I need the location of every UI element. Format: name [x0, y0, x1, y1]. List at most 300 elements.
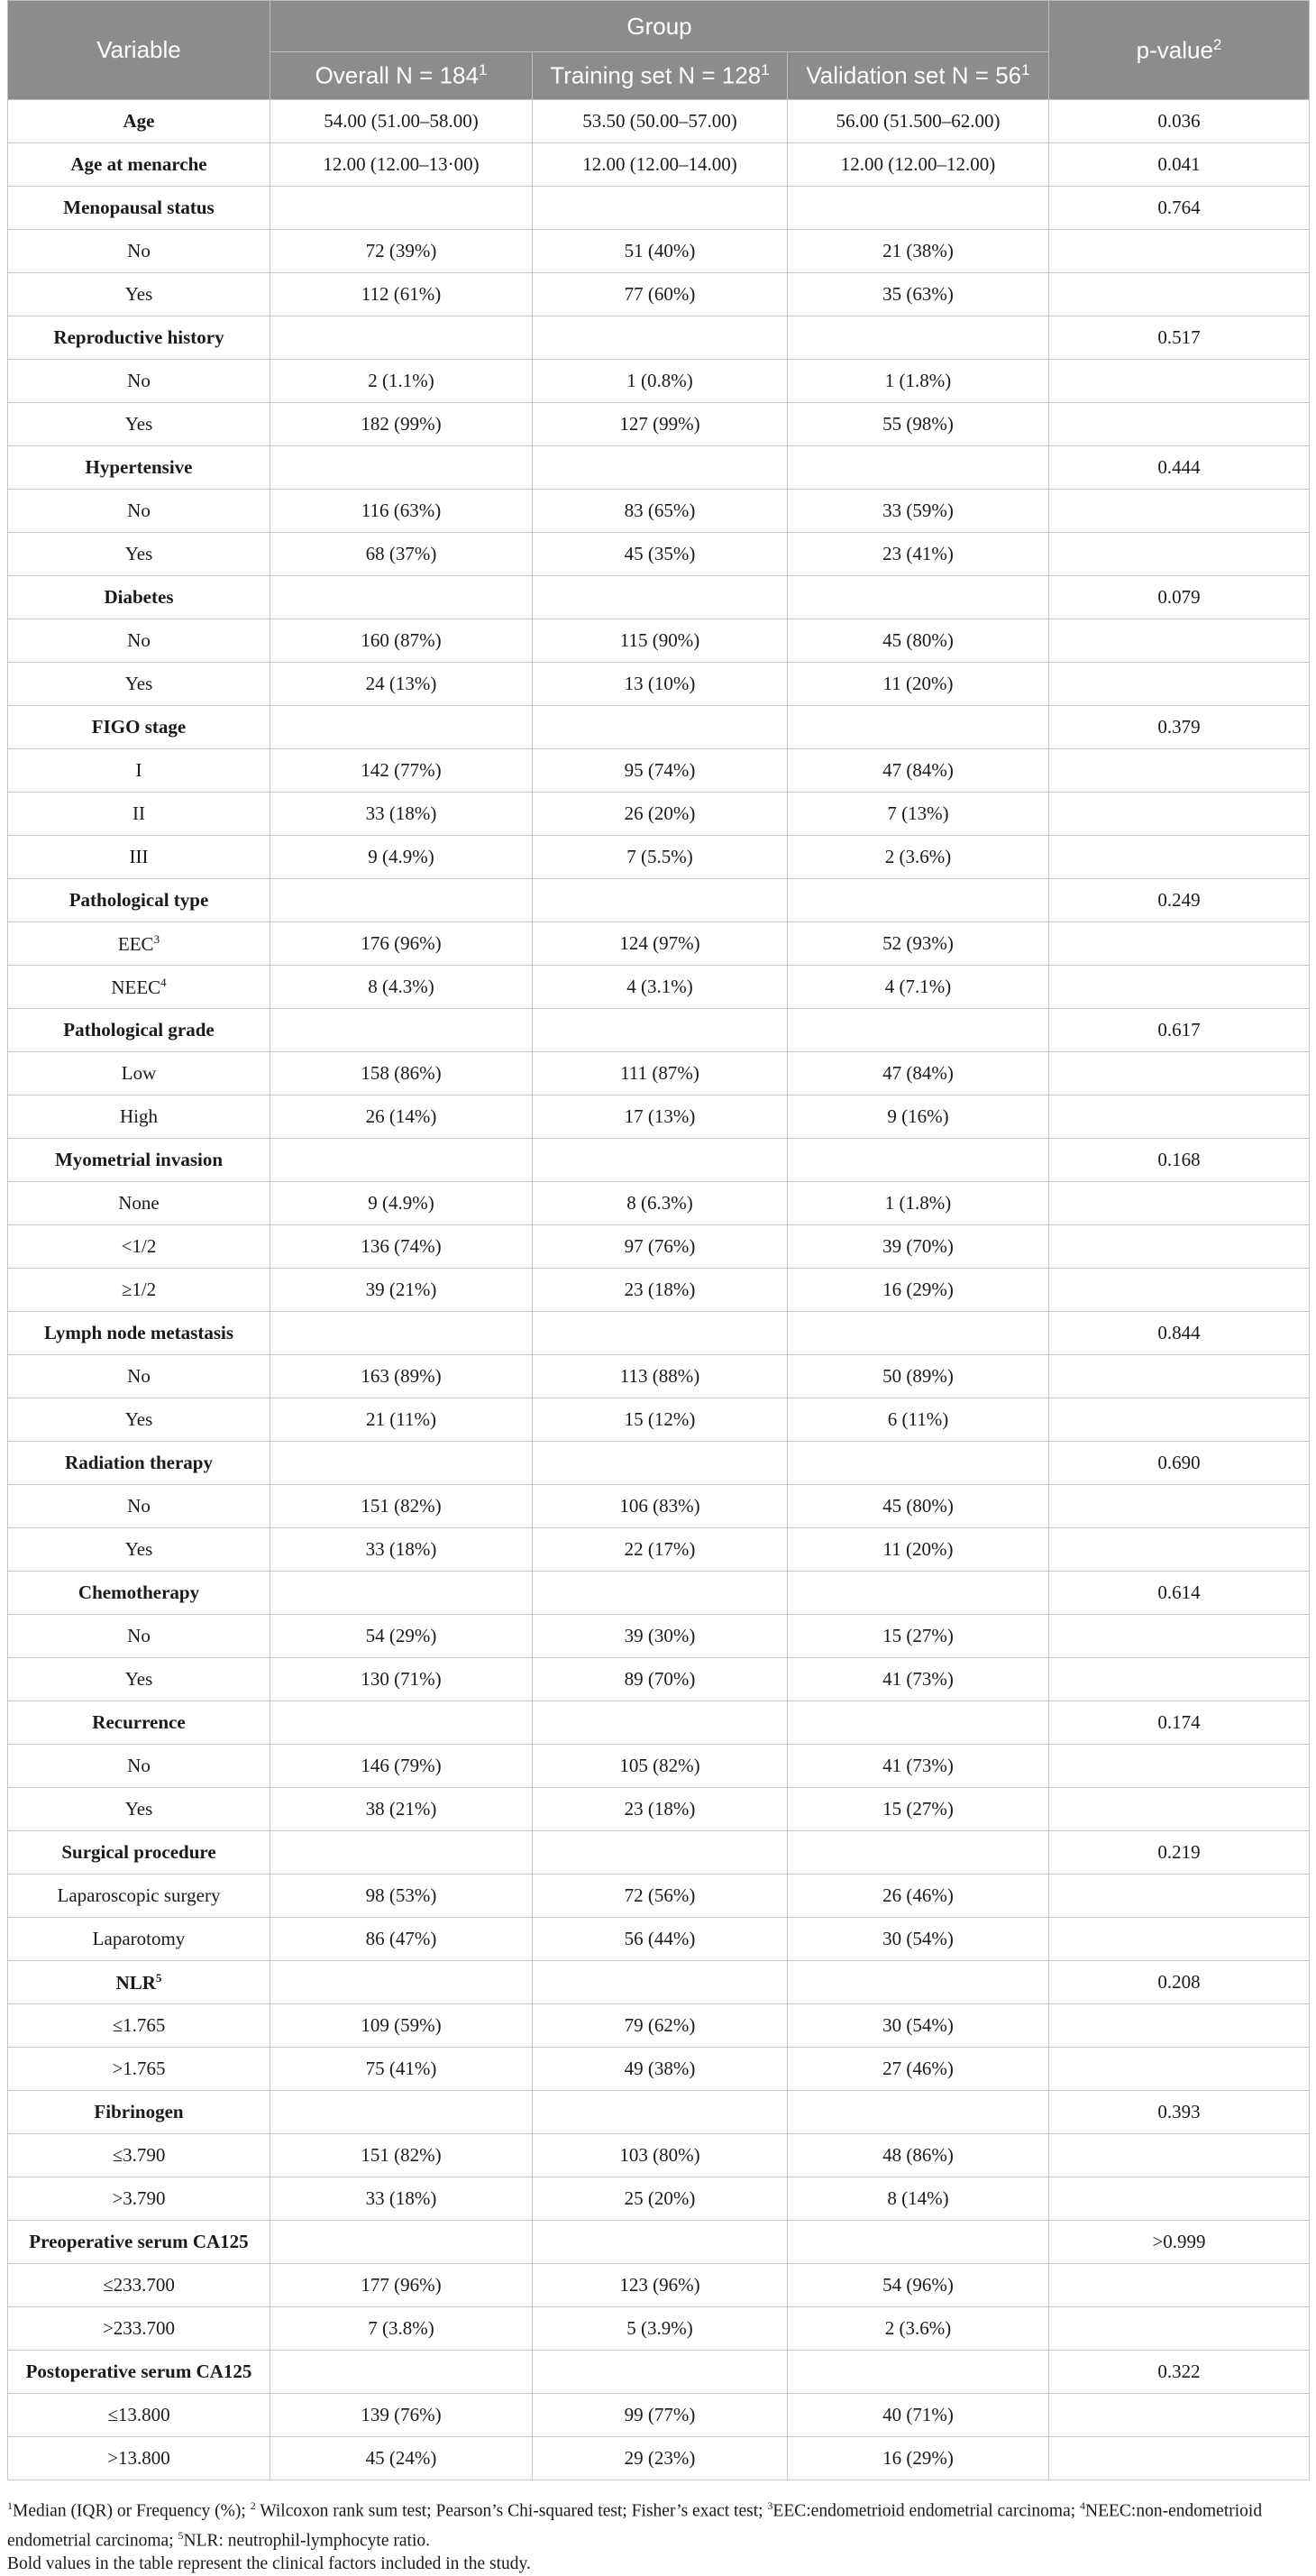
cell-pvalue: [1049, 1528, 1310, 1572]
cell-overall: 26 (14%): [270, 1095, 533, 1139]
cell-variable: Chemotherapy: [8, 1572, 270, 1615]
cell-variable: >13.800: [8, 2437, 270, 2480]
cell-validation: [788, 1442, 1049, 1485]
cell-training: 39 (30%): [533, 1615, 788, 1658]
cell-variable: Yes: [8, 663, 270, 706]
cell-variable: FIGO stage: [8, 706, 270, 749]
table-row-variable: [8, 2221, 1310, 2264]
cell-pvalue: [1049, 2004, 1310, 2048]
table-row-variable: [8, 1831, 1310, 1875]
table-row-variable: [8, 2351, 1310, 2394]
cell-pvalue: 0.168: [1049, 1139, 1310, 1182]
cell-overall: [270, 1572, 533, 1615]
cell-training: [533, 187, 788, 230]
cell-validation: 30 (54%): [788, 2004, 1049, 2048]
cell-training: [533, 1442, 788, 1485]
footnote-marker: 3: [767, 2499, 773, 2512]
table-row-level: [8, 966, 1310, 1009]
cell-training: [533, 2091, 788, 2134]
cell-overall: [270, 1312, 533, 1355]
cell-pvalue: [1049, 749, 1310, 793]
cell-variable: >1.765: [8, 2048, 270, 2091]
cell-validation: 12.00 (12.00–12.00): [788, 143, 1049, 187]
table-row-variable: [8, 143, 1310, 187]
table-row-variable: [8, 879, 1310, 922]
cell-pvalue: [1049, 1745, 1310, 1788]
cell-overall: [270, 1701, 533, 1745]
cell-pvalue: [1049, 230, 1310, 273]
table-row-level: [8, 273, 1310, 316]
cell-variable: NLR$^5$: [8, 1961, 270, 2004]
cell-pvalue: [1049, 273, 1310, 316]
cell-variable: Pathological grade: [8, 1009, 270, 1052]
cell-overall: 68 (37%): [270, 533, 533, 576]
cell-pvalue: >0.999: [1049, 2221, 1310, 2264]
cell-validation: [788, 2091, 1049, 2134]
cell-overall: [270, 1831, 533, 1875]
cell-pvalue: 0.219: [1049, 1831, 1310, 1875]
cell-training: 95 (74%): [533, 749, 788, 793]
table-row-level: [8, 230, 1310, 273]
cell-pvalue: [1049, 1225, 1310, 1269]
cell-pvalue: 0.249: [1049, 879, 1310, 922]
cell-training: 5 (3.9%): [533, 2307, 788, 2351]
cell-training: 103 (80%): [533, 2134, 788, 2177]
cell-overall: [270, 576, 533, 619]
cell-overall: 2 (1.1%): [270, 360, 533, 403]
footnote-text: EEC:endometrioid endometrial carcinoma;: [772, 2501, 1081, 2521]
cell-training: [533, 576, 788, 619]
cell-training: 8 (6.3%): [533, 1182, 788, 1225]
table-row-level: [8, 1615, 1310, 1658]
header-training: Training set $N = 128^1$: [533, 52, 788, 100]
cell-overall: 86 (47%): [270, 1918, 533, 1961]
cell-overall: 177 (96%): [270, 2264, 533, 2307]
table-row-variable: [8, 1572, 1310, 1615]
cell-validation: 50 (89%): [788, 1355, 1049, 1398]
cell-training: 17 (13%): [533, 1095, 788, 1139]
table-row-variable: [8, 1961, 1310, 2004]
cell-variable: Yes: [8, 1398, 270, 1442]
cell-overall: 151 (82%): [270, 1485, 533, 1528]
cell-variable: III: [8, 836, 270, 879]
cell-pvalue: [1049, 1485, 1310, 1528]
table-row-variable: [8, 446, 1310, 490]
cell-pvalue: [1049, 2177, 1310, 2221]
cell-overall: [270, 706, 533, 749]
cell-pvalue: 0.517: [1049, 316, 1310, 360]
table-row-level: [8, 793, 1310, 836]
cell-training: [533, 1312, 788, 1355]
cell-variable: ≤13.800: [8, 2394, 270, 2437]
cell-overall: 8 (4.3%): [270, 966, 533, 1009]
cell-pvalue: [1049, 2134, 1310, 2177]
cell-validation: 2 (3.6%): [788, 836, 1049, 879]
cell-training: 1 (0.8%): [533, 360, 788, 403]
cell-training: 22 (17%): [533, 1528, 788, 1572]
table-row-variable: [8, 316, 1310, 360]
cell-validation: 15 (27%): [788, 1615, 1049, 1658]
table-row-variable: [8, 576, 1310, 619]
cell-overall: [270, 879, 533, 922]
cell-training: [533, 1701, 788, 1745]
cell-variable: II: [8, 793, 270, 836]
cell-overall: [270, 2351, 533, 2394]
table-row-variable: [8, 2091, 1310, 2134]
cell-pvalue: [1049, 1398, 1310, 1442]
footnote-marker: 2: [250, 2499, 256, 2512]
cell-training: 29 (23%): [533, 2437, 788, 2480]
table-row-level: [8, 2177, 1310, 2221]
cell-variable: Surgical procedure: [8, 1831, 270, 1875]
cell-variable: NEEC$^4$: [8, 966, 270, 1009]
header-pvalue: p-value$^2$: [1049, 1, 1310, 100]
header-variable: Variable: [8, 1, 270, 100]
cell-variable: No: [8, 1355, 270, 1398]
table-row-level: [8, 2134, 1310, 2177]
cell-pvalue: [1049, 1918, 1310, 1961]
cell-variable: Postoperative serum CA125: [8, 2351, 270, 2394]
cell-pvalue: 0.617: [1049, 1009, 1310, 1052]
cell-overall: 109 (59%): [270, 2004, 533, 2048]
cell-pvalue: 0.322: [1049, 2351, 1310, 2394]
cell-variable: ≤233.700: [8, 2264, 270, 2307]
cell-overall: 139 (76%): [270, 2394, 533, 2437]
table-row-level: [8, 1745, 1310, 1788]
cell-overall: 146 (79%): [270, 1745, 533, 1788]
cell-variable: EEC$^3$: [8, 922, 270, 966]
cell-variable: <1/2: [8, 1225, 270, 1269]
cell-training: 127 (99%): [533, 403, 788, 446]
cell-variable: No: [8, 230, 270, 273]
cell-training: 25 (20%): [533, 2177, 788, 2221]
cell-pvalue: [1049, 2264, 1310, 2307]
cell-variable: No: [8, 1485, 270, 1528]
cell-training: 45 (35%): [533, 533, 788, 576]
cell-validation: [788, 576, 1049, 619]
cell-pvalue: 0.614: [1049, 1572, 1310, 1615]
cell-validation: 47 (84%): [788, 749, 1049, 793]
baseline-characteristics-table: [7, 0, 1310, 2480]
cell-training: 53.50 (50.00–57.00): [533, 100, 788, 143]
cell-variable: ≤3.790: [8, 2134, 270, 2177]
cell-training: [533, 1009, 788, 1052]
cell-validation: [788, 446, 1049, 490]
cell-validation: [788, 2351, 1049, 2394]
table-row-variable: [8, 1312, 1310, 1355]
table-row-level: [8, 836, 1310, 879]
table-row-level: [8, 2437, 1310, 2480]
cell-pvalue: 0.764: [1049, 187, 1310, 230]
cell-variable: None: [8, 1182, 270, 1225]
table-row-level: [8, 2307, 1310, 2351]
cell-pvalue: 0.208: [1049, 1961, 1310, 2004]
cell-variable: I: [8, 749, 270, 793]
cell-overall: 38 (21%): [270, 1788, 533, 1831]
cell-pvalue: 0.690: [1049, 1442, 1310, 1485]
cell-pvalue: [1049, 1095, 1310, 1139]
cell-pvalue: 0.036: [1049, 100, 1310, 143]
cell-pvalue: 0.079: [1049, 576, 1310, 619]
cell-training: 105 (82%): [533, 1745, 788, 1788]
cell-training: 15 (12%): [533, 1398, 788, 1442]
cell-overall: 33 (18%): [270, 1528, 533, 1572]
cell-validation: [788, 1701, 1049, 1745]
cell-training: 26 (20%): [533, 793, 788, 836]
cell-pvalue: [1049, 2307, 1310, 2351]
footnote-marker: 1: [7, 2499, 13, 2512]
table-row-level: [8, 1788, 1310, 1831]
cell-training: 97 (76%): [533, 1225, 788, 1269]
table-row-level: [8, 1225, 1310, 1269]
footnote-line-2: Bold values in the table represent the clinical factors included in the study.: [7, 2554, 531, 2573]
footnote-marker: 4: [1080, 2499, 1086, 2512]
table-row-level: [8, 533, 1310, 576]
cell-pvalue: 0.393: [1049, 2091, 1310, 2134]
cell-overall: 176 (96%): [270, 922, 533, 966]
table-row-variable: [8, 1009, 1310, 1052]
cell-training: 13 (10%): [533, 663, 788, 706]
table-body: [8, 100, 1310, 2480]
cell-training: 72 (56%): [533, 1875, 788, 1918]
cell-variable: Yes: [8, 273, 270, 316]
cell-overall: 160 (87%): [270, 619, 533, 663]
cell-pvalue: [1049, 836, 1310, 879]
cell-overall: 54 (29%): [270, 1615, 533, 1658]
cell-pvalue: [1049, 663, 1310, 706]
cell-validation: 7 (13%): [788, 793, 1049, 836]
cell-overall: 33 (18%): [270, 793, 533, 836]
cell-variable: Preoperative serum CA125: [8, 2221, 270, 2264]
cell-training: [533, 316, 788, 360]
cell-training: 49 (38%): [533, 2048, 788, 2091]
cell-overall: [270, 187, 533, 230]
footnote-line-1: [7, 2494, 1309, 2553]
cell-validation: 30 (54%): [788, 1918, 1049, 1961]
cell-validation: 39 (70%): [788, 1225, 1049, 1269]
cell-training: 51 (40%): [533, 230, 788, 273]
cell-pvalue: [1049, 533, 1310, 576]
cell-overall: 136 (74%): [270, 1225, 533, 1269]
cell-variable: Low: [8, 1052, 270, 1095]
table-row-variable: [8, 187, 1310, 230]
cell-variable: >3.790: [8, 2177, 270, 2221]
cell-variable: Age at menarche: [8, 143, 270, 187]
table-row-level: [8, 1485, 1310, 1528]
table-row-level: [8, 1918, 1310, 1961]
cell-pvalue: 0.041: [1049, 143, 1310, 187]
cell-pvalue: [1049, 2394, 1310, 2437]
cell-training: [533, 2351, 788, 2394]
table-row-level: [8, 403, 1310, 446]
cell-validation: 6 (11%): [788, 1398, 1049, 1442]
cell-validation: [788, 879, 1049, 922]
cell-pvalue: [1049, 1052, 1310, 1095]
cell-pvalue: [1049, 922, 1310, 966]
cell-pvalue: [1049, 1182, 1310, 1225]
cell-validation: 40 (71%): [788, 2394, 1049, 2437]
cell-validation: 33 (59%): [788, 490, 1049, 533]
cell-validation: 16 (29%): [788, 2437, 1049, 2480]
cell-validation: 55 (98%): [788, 403, 1049, 446]
cell-validation: 1 (1.8%): [788, 360, 1049, 403]
cell-training: [533, 2221, 788, 2264]
table-row-level: [8, 1182, 1310, 1225]
table-row-level: [8, 2394, 1310, 2437]
table-row-variable: [8, 1701, 1310, 1745]
cell-validation: 27 (46%): [788, 2048, 1049, 2091]
cell-training: [533, 446, 788, 490]
cell-variable: Reproductive history: [8, 316, 270, 360]
cell-validation: 48 (86%): [788, 2134, 1049, 2177]
table-row-level: [8, 490, 1310, 533]
cell-training: [533, 1572, 788, 1615]
cell-pvalue: 0.174: [1049, 1701, 1310, 1745]
cell-overall: 112 (61%): [270, 273, 533, 316]
table-row-variable: [8, 100, 1310, 143]
cell-variable: Radiation therapy: [8, 1442, 270, 1485]
cell-validation: 35 (63%): [788, 273, 1049, 316]
cell-variable: Diabetes: [8, 576, 270, 619]
table-row-level: [8, 1658, 1310, 1701]
cell-variable: No: [8, 360, 270, 403]
table-row-level: [8, 619, 1310, 663]
cell-training: 79 (62%): [533, 2004, 788, 2048]
cell-overall: 54.00 (51.00–58.00): [270, 100, 533, 143]
cell-validation: 56.00 (51.500–62.00): [788, 100, 1049, 143]
cell-validation: 16 (29%): [788, 1269, 1049, 1312]
footnote-marker: 5: [178, 2528, 184, 2542]
cell-pvalue: 0.379: [1049, 706, 1310, 749]
table-header: [8, 1, 1310, 100]
cell-overall: 182 (99%): [270, 403, 533, 446]
table-row-level: [8, 1095, 1310, 1139]
cell-overall: 116 (63%): [270, 490, 533, 533]
cell-training: 123 (96%): [533, 2264, 788, 2307]
cell-overall: 163 (89%): [270, 1355, 533, 1398]
cell-overall: [270, 446, 533, 490]
cell-training: [533, 879, 788, 922]
cell-training: 7 (5.5%): [533, 836, 788, 879]
cell-validation: [788, 1572, 1049, 1615]
cell-training: 23 (18%): [533, 1788, 788, 1831]
cell-variable: Recurrence: [8, 1701, 270, 1745]
table-row-level: [8, 360, 1310, 403]
cell-overall: 39 (21%): [270, 1269, 533, 1312]
cell-validation: [788, 1961, 1049, 2004]
cell-overall: 151 (82%): [270, 2134, 533, 2177]
cell-validation: 21 (38%): [788, 230, 1049, 273]
cell-variable: ≤1.765: [8, 2004, 270, 2048]
cell-overall: 7 (3.8%): [270, 2307, 533, 2351]
cell-validation: 4 (7.1%): [788, 966, 1049, 1009]
cell-validation: 15 (27%): [788, 1788, 1049, 1831]
cell-training: 115 (90%): [533, 619, 788, 663]
cell-variable: Yes: [8, 1788, 270, 1831]
cell-overall: 98 (53%): [270, 1875, 533, 1918]
cell-variable: Yes: [8, 1528, 270, 1572]
cell-pvalue: [1049, 360, 1310, 403]
cell-validation: 45 (80%): [788, 619, 1049, 663]
cell-pvalue: [1049, 1615, 1310, 1658]
cell-pvalue: [1049, 1875, 1310, 1918]
table-row-variable: [8, 706, 1310, 749]
cell-variable: Lymph node metastasis: [8, 1312, 270, 1355]
cell-overall: 72 (39%): [270, 230, 533, 273]
table-row-level: [8, 1052, 1310, 1095]
cell-training: 113 (88%): [533, 1355, 788, 1398]
cell-overall: 45 (24%): [270, 2437, 533, 2480]
cell-variable: Menopausal status: [8, 187, 270, 230]
table-footnotes: [7, 2494, 1309, 2576]
header-validation: Validation set $N = 56^1$: [788, 52, 1049, 100]
cell-pvalue: [1049, 1355, 1310, 1398]
cell-pvalue: [1049, 1788, 1310, 1831]
cell-overall: [270, 2221, 533, 2264]
cell-training: 77 (60%): [533, 273, 788, 316]
cell-variable: Hypertensive: [8, 446, 270, 490]
cell-variable: Laparotomy: [8, 1918, 270, 1961]
footnote-text: NEEC:non-endometrioid endometrial carcinoma;: [7, 2501, 1263, 2550]
table-row-level: [8, 749, 1310, 793]
cell-overall: [270, 2091, 533, 2134]
cell-overall: 21 (11%): [270, 1398, 533, 1442]
table-row-level: [8, 1269, 1310, 1312]
cell-validation: [788, 1312, 1049, 1355]
cell-variable: Fibrinogen: [8, 2091, 270, 2134]
cell-validation: 9 (16%): [788, 1095, 1049, 1139]
cell-pvalue: [1049, 403, 1310, 446]
cell-training: 106 (83%): [533, 1485, 788, 1528]
cell-overall: 75 (41%): [270, 2048, 533, 2091]
cell-validation: 23 (41%): [788, 533, 1049, 576]
cell-pvalue: [1049, 2437, 1310, 2480]
cell-validation: 41 (73%): [788, 1658, 1049, 1701]
cell-training: [533, 1961, 788, 2004]
table-row-level: [8, 663, 1310, 706]
cell-variable: ≥1/2: [8, 1269, 270, 1312]
cell-pvalue: [1049, 1269, 1310, 1312]
cell-overall: [270, 1961, 533, 2004]
cell-validation: [788, 1139, 1049, 1182]
cell-validation: 1 (1.8%): [788, 1182, 1049, 1225]
cell-overall: 130 (71%): [270, 1658, 533, 1701]
cell-overall: [270, 1139, 533, 1182]
cell-validation: 54 (96%): [788, 2264, 1049, 2307]
header-overall: Overall $N = 184^1$: [270, 52, 533, 100]
cell-pvalue: [1049, 966, 1310, 1009]
cell-variable: Age: [8, 100, 270, 143]
cell-overall: 158 (86%): [270, 1052, 533, 1095]
table-row-level: [8, 1875, 1310, 1918]
cell-training: [533, 1139, 788, 1182]
cell-variable: No: [8, 1745, 270, 1788]
cell-variable: Yes: [8, 403, 270, 446]
cell-pvalue: [1049, 1658, 1310, 1701]
cell-validation: 45 (80%): [788, 1485, 1049, 1528]
cell-training: 12.00 (12.00–14.00): [533, 143, 788, 187]
cell-validation: [788, 187, 1049, 230]
cell-pvalue: 0.444: [1049, 446, 1310, 490]
cell-pvalue: 0.844: [1049, 1312, 1310, 1355]
table-row-level: [8, 2264, 1310, 2307]
cell-validation: 2 (3.6%): [788, 2307, 1049, 2351]
cell-variable: Yes: [8, 533, 270, 576]
cell-variable: Pathological type: [8, 879, 270, 922]
cell-validation: 47 (84%): [788, 1052, 1049, 1095]
table-row-level: [8, 922, 1310, 966]
cell-training: 83 (65%): [533, 490, 788, 533]
